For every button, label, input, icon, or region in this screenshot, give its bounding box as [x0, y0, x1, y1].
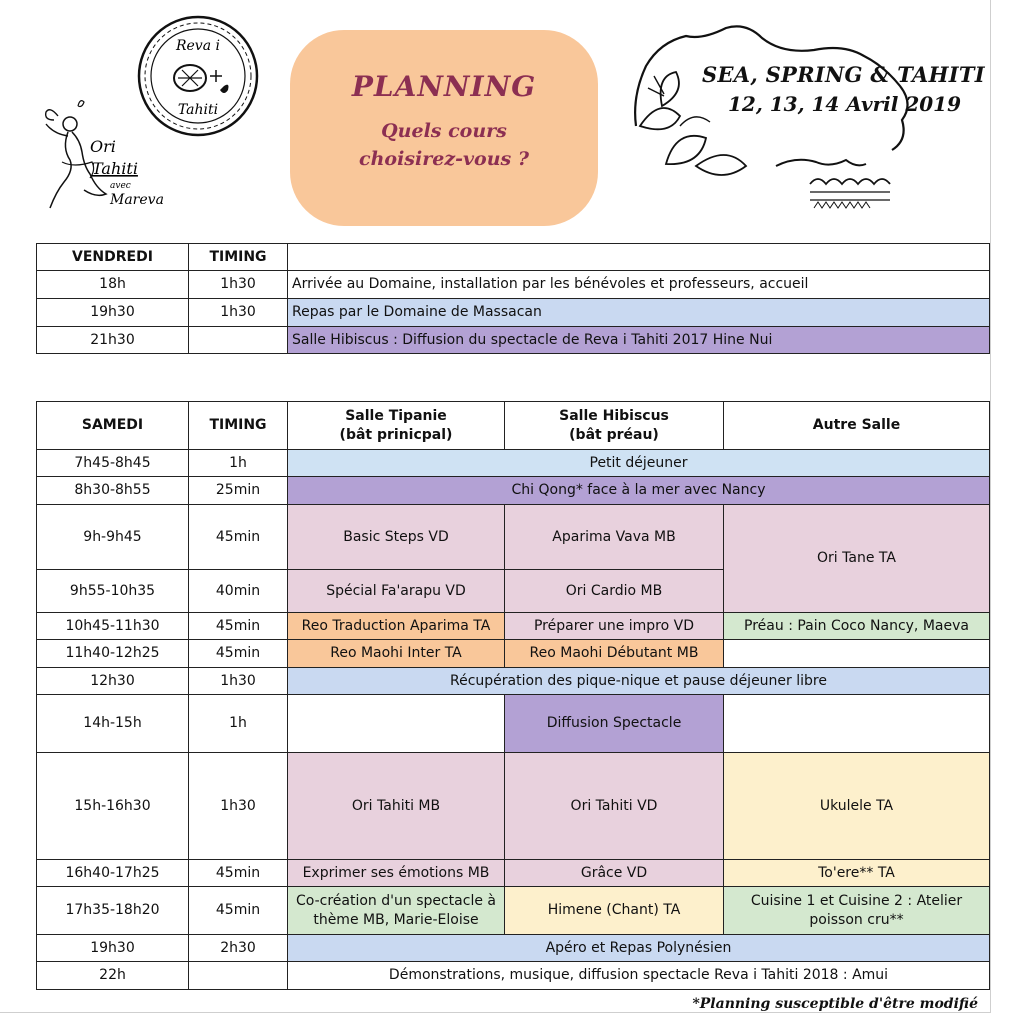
room-tipanie-cell: Exprimer ses émotions MB [288, 860, 505, 887]
room-other-cell [724, 887, 990, 935]
time-cell: 8h30-8h55 [37, 477, 189, 505]
room-hibiscus-cell: Grâce VD [505, 860, 724, 887]
activity-cell: Apéro et Repas Polynésien [288, 935, 990, 962]
room-other-cell [724, 695, 990, 753]
time-cell: 7h45-8h45 [37, 450, 189, 477]
table-row [37, 299, 990, 327]
table-row [37, 935, 990, 962]
duration-cell: 1h30 [189, 299, 288, 327]
room-tipanie-building: (bât prinicpal) [339, 426, 453, 443]
saturday-day-header: SAMEDI [37, 402, 189, 450]
room-tipanie-cell [288, 695, 505, 753]
table-row [37, 962, 990, 990]
planning-subtitle [290, 117, 598, 173]
duration-cell [189, 962, 288, 990]
room-tipanie-cell: Reo Traduction Aparima TA [288, 613, 505, 640]
room-tipanie-cell: Spécial Fa'arapu VD [288, 570, 505, 613]
logo-tahiti-script: Tahiti [92, 159, 138, 178]
room-hibiscus-cell: Ori Cardio MB [505, 570, 724, 613]
duration-cell: 1h30 [189, 271, 288, 299]
planning-banner [290, 30, 598, 226]
duration-cell: 25min [189, 477, 288, 505]
friday-day-header: VENDREDI [37, 244, 189, 271]
time-cell: 15h-16h30 [37, 753, 189, 860]
duration-cell: 1h30 [189, 753, 288, 860]
activity-cell: Petit déjeuner [288, 450, 990, 477]
saturday-schedule-table [36, 401, 990, 990]
time-cell: 9h-9h45 [37, 505, 189, 570]
activity-cell: Repas par le Domaine de Massacan [288, 299, 990, 327]
duration-cell: 45min [189, 860, 288, 887]
duration-cell: 1h30 [189, 668, 288, 695]
room-tipanie-cell: Basic Steps VD [288, 505, 505, 570]
time-cell: 19h30 [37, 935, 189, 962]
event-dates: 12, 13, 14 Avril 2019 [728, 92, 961, 116]
tahiti-island-flower-illustration [626, 16, 990, 216]
duration-cell [189, 327, 288, 354]
room-other-cell: To'ere** TA [724, 860, 990, 887]
planning-subtitle-line1: Quels cours [381, 120, 507, 142]
room-other-cell: Ukulele TA [724, 753, 990, 860]
table-row [37, 450, 990, 477]
saturday-timing-header: TIMING [189, 402, 288, 450]
time-cell: 14h-15h [37, 695, 189, 753]
activity-cell: Arrivée au Domaine, installation par les bénévoles et professeurs, accueil [288, 271, 990, 299]
table-row [37, 860, 990, 887]
room-hibiscus-header [505, 402, 724, 450]
time-cell: 9h55-10h35 [37, 570, 189, 613]
room-other-cell: Préau : Pain Coco Nancy, Maeva [724, 613, 990, 640]
table-row [37, 668, 990, 695]
logo-mareva-text: Mareva [110, 192, 164, 208]
table-row [37, 887, 990, 935]
duration-cell: 1h [189, 450, 288, 477]
time-cell: 21h30 [37, 327, 189, 354]
room-hibiscus-cell: Diffusion Spectacle [505, 695, 724, 753]
duration-cell: 45min [189, 640, 288, 668]
polynesian-pattern [810, 179, 890, 208]
time-cell: 11h40-12h25 [37, 640, 189, 668]
logo-ori-text: Ori [90, 137, 116, 156]
room-other-header: Autre Salle [724, 402, 990, 450]
room-tipanie-cell: Ori Tahiti MB [288, 753, 505, 860]
footnote: *Planning susceptible d'être modifié [692, 996, 978, 1012]
room-tipanie-cell [288, 887, 505, 935]
room-hibiscus-building: (bât préau) [569, 426, 659, 443]
room-hibiscus-cell: Himene (Chant) TA [505, 887, 724, 935]
activity-cell: Récupération des pique-nique et pause déjeuner libre [288, 668, 990, 695]
planning-title: PLANNING [351, 70, 537, 103]
room-other-line2: poisson cru** [809, 911, 904, 928]
room-tipanie-line1: Co-création d'un spectacle à [296, 892, 496, 909]
table-row [37, 505, 990, 570]
room-hibiscus-name: Salle Hibiscus [559, 407, 669, 424]
activity-cell: Démonstrations, musique, diffusion spectacle Reva i Tahiti 2018 : Amui [288, 962, 990, 990]
time-cell: 12h30 [37, 668, 189, 695]
table-header-row [37, 402, 990, 450]
room-hibiscus-cell: Ori Tahiti VD [505, 753, 724, 860]
duration-cell: 45min [189, 505, 288, 570]
table-header-row [37, 244, 990, 271]
friday-schedule-table [36, 243, 990, 354]
logo-avec-text: avec [110, 181, 131, 191]
room-tipanie-line2: thème MB, Marie-Eloise [313, 911, 479, 928]
table-row [37, 695, 990, 753]
event-title: SEA, SPRING & TAHITI [702, 62, 985, 87]
room-tipanie-name: Salle Tipanie [345, 407, 447, 424]
room-tipanie-cell: Reo Maohi Inter TA [288, 640, 505, 668]
activity-cell: Chi Qong* face à la mer avec Nancy [288, 477, 990, 505]
room-hibiscus-cell: Aparima Vava MB [505, 505, 724, 570]
room-hibiscus-cell: Reo Maohi Débutant MB [505, 640, 724, 668]
planning-subtitle-line2: choisirez-vous ? [359, 148, 529, 170]
table-row [37, 327, 990, 354]
duration-cell: 1h [189, 695, 288, 753]
table-row [37, 640, 990, 668]
table-row [37, 753, 990, 860]
table-row [37, 271, 990, 299]
time-cell: 16h40-17h25 [37, 860, 189, 887]
room-hibiscus-cell: Préparer une impro VD [505, 613, 724, 640]
activity-cell: Salle Hibiscus : Diffusion du spectacle de Reva i Tahiti 2017 Hine Nui [288, 327, 990, 354]
ori-tahiti-mareva-logo [38, 96, 178, 226]
logo-reva-text: Reva i [175, 38, 221, 54]
time-cell: 18h [37, 271, 189, 299]
friday-activity-header [288, 244, 990, 271]
duration-cell: 2h30 [189, 935, 288, 962]
room-other-line1: Cuisine 1 et Cuisine 2 : Atelier [750, 892, 963, 909]
logo-tahiti-text: Tahiti [177, 102, 219, 118]
room-tipanie-header [288, 402, 505, 450]
friday-timing-header: TIMING [189, 244, 288, 271]
duration-cell: 40min [189, 570, 288, 613]
time-cell: 22h [37, 962, 189, 990]
room-other-cell: Ori Tane TA [724, 505, 990, 613]
time-cell: 17h35-18h20 [37, 887, 189, 935]
time-cell: 10h45-11h30 [37, 613, 189, 640]
table-row [37, 477, 990, 505]
duration-cell: 45min [189, 887, 288, 935]
room-other-cell [724, 640, 990, 668]
time-cell: 19h30 [37, 299, 189, 327]
table-row [37, 613, 990, 640]
duration-cell: 45min [189, 613, 288, 640]
